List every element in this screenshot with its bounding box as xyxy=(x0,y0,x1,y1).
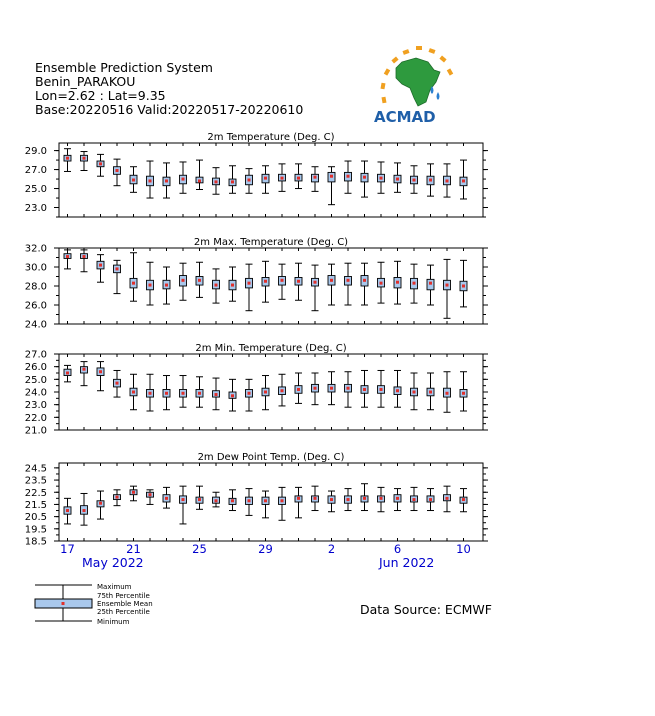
mean-marker xyxy=(99,502,102,505)
box-2022-05-27 xyxy=(229,267,236,301)
box-2022-06-01 xyxy=(312,167,319,192)
x-tick-label: 21 xyxy=(126,542,141,556)
mean-marker xyxy=(264,177,267,180)
box-2022-05-21 xyxy=(130,374,137,409)
box-2022-05-17 xyxy=(64,365,71,381)
mean-marker xyxy=(330,279,333,282)
mean-marker xyxy=(215,284,218,287)
mean-marker xyxy=(380,282,383,285)
box-2022-06-01 xyxy=(312,265,319,311)
mean-marker xyxy=(363,279,366,282)
panel-frame xyxy=(59,248,483,324)
y-tick-label: 26.0 xyxy=(24,300,47,312)
legend-min-label: Minimum xyxy=(97,618,130,626)
y-tick-label: 19.5 xyxy=(24,524,47,536)
box-2022-05-27 xyxy=(229,166,236,194)
mean-marker xyxy=(116,382,119,385)
mean-marker xyxy=(396,281,399,284)
data-source: Data Source: ECMWF xyxy=(360,602,492,617)
box-2022-05-24 xyxy=(180,376,187,408)
mean-marker xyxy=(281,389,284,392)
box-2022-06-10 xyxy=(460,489,467,512)
x-tick-label: 6 xyxy=(393,542,402,556)
box-2022-06-06 xyxy=(394,163,401,192)
mean-marker xyxy=(132,179,135,182)
y-tick-label: 24.0 xyxy=(24,387,47,399)
box-2022-06-03 xyxy=(345,372,352,407)
y-tick-label: 23.5 xyxy=(24,475,47,487)
mean-marker xyxy=(347,279,350,282)
mean-marker xyxy=(215,393,218,396)
mean-marker xyxy=(248,499,251,502)
panel-frame xyxy=(59,354,483,430)
box-2022-05-25 xyxy=(196,377,203,407)
box-2022-06-03 xyxy=(345,161,352,193)
mean-marker xyxy=(347,175,350,178)
box-2022-06-07 xyxy=(411,487,418,510)
month-label: Jun 2022 xyxy=(379,555,435,570)
mean-marker xyxy=(314,387,317,390)
box-2022-05-26 xyxy=(213,492,220,507)
mean-marker xyxy=(99,370,102,373)
box-2022-05-28 xyxy=(246,264,253,311)
mean-marker xyxy=(149,392,152,395)
box-2022-06-03 xyxy=(345,489,352,511)
mean-marker xyxy=(198,498,201,501)
mean-marker xyxy=(66,509,69,512)
box-2022-05-19 xyxy=(97,362,104,391)
box-2022-05-24 xyxy=(180,162,187,193)
mean-marker xyxy=(149,179,152,182)
mean-marker xyxy=(66,157,69,160)
mean-marker xyxy=(66,255,69,258)
mean-marker xyxy=(99,162,102,165)
header-validity: Base:20220516 Valid:20220517-20220610 xyxy=(35,102,304,117)
box-2022-06-07 xyxy=(411,166,418,194)
box-2022-05-30 xyxy=(279,164,286,192)
x-tick-label: 25 xyxy=(192,542,207,556)
box-2022-05-17 xyxy=(64,149,71,172)
mean-marker xyxy=(413,391,416,394)
mean-marker xyxy=(363,388,366,391)
mean-marker xyxy=(165,179,168,182)
mean-marker xyxy=(215,180,218,183)
mean-marker xyxy=(132,491,135,494)
mean-marker xyxy=(413,498,416,501)
box-2022-05-22 xyxy=(147,374,154,411)
mean-marker xyxy=(413,179,416,182)
mean-marker xyxy=(231,284,234,287)
y-tick-label: 24.0 xyxy=(24,319,47,331)
panel-3 xyxy=(25,343,488,437)
mean-marker xyxy=(182,498,185,501)
box-2022-06-05 xyxy=(378,162,385,193)
box-2022-05-18 xyxy=(81,493,88,525)
panel-frame xyxy=(59,463,483,541)
mean-marker xyxy=(314,176,317,179)
mean-marker xyxy=(396,497,399,500)
box-2022-06-09 xyxy=(444,486,451,512)
mean-marker xyxy=(198,279,201,282)
mean-marker xyxy=(116,496,119,499)
mean-marker xyxy=(429,498,432,501)
panel-frame xyxy=(59,143,483,217)
box-2022-06-02 xyxy=(328,372,335,405)
box-2022-05-19 xyxy=(97,154,104,176)
box-2022-05-20 xyxy=(114,159,121,186)
mean-marker xyxy=(116,169,119,172)
y-tick-label: 20.5 xyxy=(24,512,47,524)
mean-marker xyxy=(182,279,185,282)
box-2022-05-18 xyxy=(81,362,88,386)
mean-marker xyxy=(363,497,366,500)
mean-marker xyxy=(446,392,449,395)
header-station: Benin_PARAKOU xyxy=(35,74,136,89)
mean-marker xyxy=(413,282,416,285)
box-2022-05-25 xyxy=(196,160,203,189)
box-2022-05-26 xyxy=(213,168,220,195)
mean-marker xyxy=(149,284,152,287)
box-2022-05-29 xyxy=(262,376,269,410)
y-tick-label: 22.5 xyxy=(24,487,47,499)
box-2022-05-31 xyxy=(295,164,302,189)
legend-mean-marker xyxy=(62,602,65,605)
mean-marker xyxy=(429,391,432,394)
mean-marker xyxy=(248,282,251,285)
y-tick-label: 23.0 xyxy=(24,203,47,215)
mean-marker xyxy=(281,279,284,282)
mean-marker xyxy=(165,284,168,287)
mean-marker xyxy=(330,175,333,178)
mean-marker xyxy=(66,372,69,375)
box-2022-05-31 xyxy=(295,373,302,403)
mean-marker xyxy=(396,178,399,181)
mean-marker xyxy=(462,498,465,501)
acmad-logo xyxy=(374,46,453,126)
panel-title: 2m Temperature (Deg. C) xyxy=(207,132,335,143)
panel-4 xyxy=(25,452,488,548)
box-2022-06-04 xyxy=(361,370,368,407)
mean-marker xyxy=(149,493,152,496)
box-2022-06-02 xyxy=(328,491,335,512)
header-coordinates: Lon=2.62 : Lat=9.35 xyxy=(35,88,166,103)
mean-marker xyxy=(330,387,333,390)
logo-text: ACMAD xyxy=(374,108,436,126)
mean-marker xyxy=(363,176,366,179)
y-tick-label: 21.5 xyxy=(24,499,47,511)
mean-marker xyxy=(281,177,284,180)
legend xyxy=(35,583,153,626)
box-2022-06-04 xyxy=(361,484,368,511)
box-2022-06-05 xyxy=(378,262,385,303)
mean-marker xyxy=(380,177,383,180)
y-tick-label: 29.0 xyxy=(24,146,47,158)
box-2022-06-07 xyxy=(411,373,418,410)
panel-2 xyxy=(25,237,488,331)
box-2022-06-04 xyxy=(361,161,368,197)
box-2022-05-30 xyxy=(279,487,286,520)
box-2022-05-22 xyxy=(147,161,154,198)
mean-marker xyxy=(429,179,432,182)
box-2022-06-09 xyxy=(444,259,451,318)
box-2022-06-01 xyxy=(312,486,319,510)
x-axis-labels xyxy=(60,542,471,570)
panel-title: 2m Dew Point Temp. (Deg. C) xyxy=(197,452,345,463)
y-tick-label: 32.0 xyxy=(24,243,47,255)
box-2022-06-09 xyxy=(444,372,451,413)
box-2022-05-17 xyxy=(64,250,71,269)
mean-marker xyxy=(198,392,201,395)
mean-marker xyxy=(281,499,284,502)
box-2022-06-10 xyxy=(460,260,467,307)
box-2022-05-28 xyxy=(246,169,253,194)
box-2022-06-05 xyxy=(378,370,385,407)
mean-marker xyxy=(264,280,267,283)
mean-marker xyxy=(231,394,234,397)
mean-marker xyxy=(83,368,86,371)
mean-marker xyxy=(116,267,119,270)
water-drops-icon xyxy=(431,86,440,100)
box-2022-06-04 xyxy=(361,263,368,305)
x-tick-label: 10 xyxy=(456,542,471,556)
y-tick-label: 21.0 xyxy=(24,425,47,437)
box-2022-06-06 xyxy=(394,261,401,304)
box-2022-05-23 xyxy=(163,487,170,508)
mean-marker xyxy=(314,281,317,284)
box-2022-05-24 xyxy=(180,486,187,524)
mean-marker xyxy=(132,282,135,285)
mean-marker xyxy=(231,180,234,183)
x-tick-label: 17 xyxy=(60,542,75,556)
mean-marker xyxy=(297,177,300,180)
box-2022-05-23 xyxy=(163,163,170,198)
box-2022-05-26 xyxy=(213,269,220,303)
mean-marker xyxy=(297,280,300,283)
legend-max-label: Maximum xyxy=(97,583,132,591)
x-tick-label: 29 xyxy=(258,542,273,556)
mean-marker xyxy=(297,497,300,500)
y-tick-label: 25.0 xyxy=(24,374,47,386)
box-2022-05-30 xyxy=(279,264,286,299)
mean-marker xyxy=(446,497,449,500)
box-2022-06-02 xyxy=(328,167,335,205)
panel-title: 2m Max. Temperature (Deg. C) xyxy=(193,237,349,248)
mean-marker xyxy=(165,497,168,500)
mean-marker xyxy=(462,179,465,182)
box-2022-06-06 xyxy=(394,370,401,407)
mean-marker xyxy=(347,498,350,501)
box-2022-06-10 xyxy=(460,372,467,411)
box-2022-05-21 xyxy=(130,486,137,501)
panel-title: 2m Min. Temperature (Deg. C) xyxy=(195,343,347,354)
box-2022-05-28 xyxy=(246,379,253,411)
box-2022-05-18 xyxy=(81,152,88,171)
y-tick-label: 30.0 xyxy=(24,262,47,274)
box-2022-06-03 xyxy=(345,263,352,305)
box-2022-05-24 xyxy=(180,263,187,300)
box-2022-05-29 xyxy=(262,261,269,302)
box-2022-05-29 xyxy=(262,491,269,518)
africa-map-icon xyxy=(396,58,440,106)
mean-marker xyxy=(231,499,234,502)
mean-marker xyxy=(83,157,86,160)
box-2022-06-06 xyxy=(394,489,401,511)
mean-marker xyxy=(83,509,86,512)
mean-marker xyxy=(83,255,86,258)
mean-marker xyxy=(330,498,333,501)
box-2022-05-23 xyxy=(163,267,170,304)
box-2022-06-01 xyxy=(312,373,319,405)
box-2022-05-27 xyxy=(229,490,236,511)
mean-marker xyxy=(248,392,251,395)
mean-marker xyxy=(446,284,449,287)
box-2022-05-17 xyxy=(64,498,71,524)
month-label: May 2022 xyxy=(82,555,144,570)
box-2022-05-30 xyxy=(279,374,286,406)
box-2022-06-08 xyxy=(427,489,434,511)
box-2022-05-23 xyxy=(163,376,170,410)
header xyxy=(35,60,303,117)
y-tick-label: 24.5 xyxy=(24,463,47,475)
box-2022-06-08 xyxy=(427,265,434,305)
box-2022-05-25 xyxy=(196,486,203,509)
mean-marker xyxy=(462,392,465,395)
mean-marker xyxy=(347,387,350,390)
y-tick-label: 22.0 xyxy=(24,412,47,424)
legend-p25-label: 25th Percentile xyxy=(97,608,150,616)
header-title: Ensemble Prediction System xyxy=(35,60,213,75)
box-2022-06-07 xyxy=(411,264,418,303)
box-2022-05-22 xyxy=(147,490,154,505)
mean-marker xyxy=(380,388,383,391)
box-2022-05-19 xyxy=(97,491,104,519)
mean-marker xyxy=(462,285,465,288)
box-2022-05-31 xyxy=(295,263,302,300)
mean-marker xyxy=(165,392,168,395)
box-2022-05-20 xyxy=(114,490,121,506)
mean-marker xyxy=(99,264,102,267)
mean-marker xyxy=(396,389,399,392)
box-2022-05-18 xyxy=(81,250,88,272)
box-2022-05-31 xyxy=(295,487,302,517)
y-tick-label: 28.0 xyxy=(24,281,47,293)
box-2022-06-08 xyxy=(427,164,434,196)
box-2022-05-20 xyxy=(114,260,121,293)
mean-marker xyxy=(314,497,317,500)
box-2022-06-02 xyxy=(328,264,335,305)
panel-1 xyxy=(25,132,488,217)
mean-marker xyxy=(429,282,432,285)
mean-marker xyxy=(248,179,251,182)
box-2022-06-10 xyxy=(460,160,467,199)
mean-marker xyxy=(182,392,185,395)
mean-marker xyxy=(132,391,135,394)
box-2022-05-27 xyxy=(229,379,236,411)
y-tick-label: 27.0 xyxy=(24,349,47,361)
box-2022-06-05 xyxy=(378,487,385,511)
mean-marker xyxy=(264,391,267,394)
box-2022-05-28 xyxy=(246,489,253,516)
legend-p75-label: 75th Percentile xyxy=(97,592,150,600)
mean-marker xyxy=(297,388,300,391)
box-2022-05-21 xyxy=(130,167,137,193)
mean-marker xyxy=(380,497,383,500)
y-tick-label: 26.0 xyxy=(24,362,47,374)
box-2022-06-09 xyxy=(444,164,451,197)
box-2022-05-22 xyxy=(147,262,154,305)
box-2022-05-26 xyxy=(213,378,220,410)
box-2022-05-29 xyxy=(262,166,269,194)
y-tick-label: 23.0 xyxy=(24,400,47,412)
x-tick-label: 2 xyxy=(327,542,336,556)
y-tick-label: 18.5 xyxy=(24,536,47,548)
y-tick-label: 27.0 xyxy=(24,165,47,177)
mean-marker xyxy=(198,179,201,182)
mean-marker xyxy=(446,179,449,182)
y-tick-label: 25.0 xyxy=(24,184,47,196)
mean-marker xyxy=(182,178,185,181)
legend-mean-label: Ensemble Mean xyxy=(97,600,153,608)
box-2022-05-25 xyxy=(196,262,203,297)
box-2022-05-21 xyxy=(130,253,137,301)
panels xyxy=(25,132,488,548)
box-2022-05-20 xyxy=(114,370,121,397)
box-2022-05-19 xyxy=(97,255,104,283)
box-2022-06-08 xyxy=(427,373,434,410)
mean-marker xyxy=(264,499,267,502)
mean-marker xyxy=(215,499,218,502)
